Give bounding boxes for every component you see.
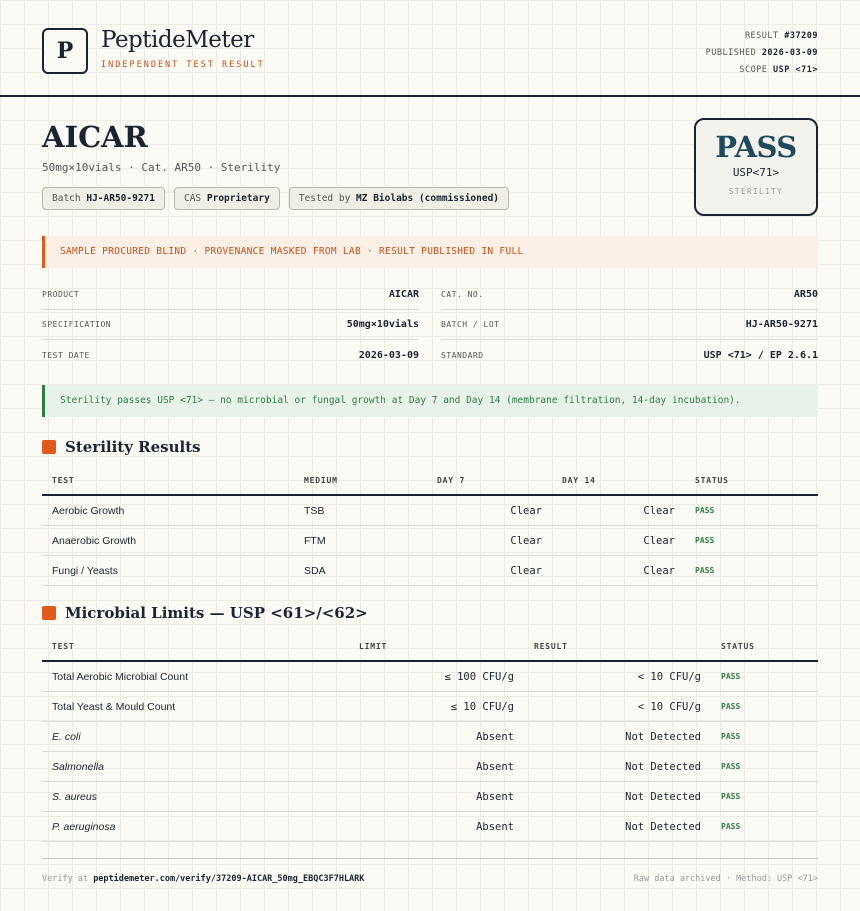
info-value: AR50 (793, 289, 818, 300)
info-label: SPECIFICATION (42, 320, 112, 329)
info-value: 50mg×10vials (346, 319, 419, 330)
status-badge: PASS (711, 661, 818, 692)
chip-value: HJ-AR50-9271 (86, 193, 155, 204)
product-title: AICAR (42, 120, 148, 154)
chip-label: Tested by (298, 193, 351, 204)
result: < 10 CFU/g (524, 661, 711, 692)
info-cell (441, 280, 818, 310)
product-subtitle: 50mg×10vials · Cat. AR50 · Sterility (42, 161, 281, 174)
tested-by-chip (289, 187, 509, 210)
column-header: LIMIT (349, 632, 524, 661)
test-name: Fungi / Yeasts (42, 556, 294, 586)
limit: ≤ 100 CFU/g (349, 661, 524, 692)
chip-label: CAS (183, 193, 202, 204)
status-badge: PASS (711, 752, 818, 782)
cas-chip (174, 187, 280, 210)
pass-badge (694, 118, 818, 216)
medium: FTM (294, 526, 427, 556)
blind-notice: SAMPLE PROCURED BLIND · PROVENANCE MASKED FROM LAB · RESULT PUBLISHED IN FULL (42, 236, 818, 268)
scope-value: USP <71> (773, 65, 818, 75)
test-name: Anaerobic Growth (42, 526, 294, 556)
info-label: PRODUCT (42, 290, 80, 299)
chip-value: MZ Biolabs (commissioned) (356, 193, 500, 204)
verdict-banner: Sterility passes USP <71> — no microbial or fungal growth at Day 7 and Day 14 (membrane filtration, 14-day incubation). (42, 385, 818, 417)
table-row (42, 752, 818, 782)
table-header-row (42, 632, 818, 661)
sterility-section-title (42, 438, 201, 456)
info-label: CAT. NO. (441, 290, 484, 299)
limit: Absent (349, 782, 524, 812)
column-header: MEDIUM (294, 466, 427, 495)
day14-result: Clear (552, 495, 685, 526)
info-row (42, 310, 818, 340)
scope-label: SCOPE (739, 65, 768, 75)
verify-line (42, 874, 364, 884)
status-badge: PASS (711, 692, 818, 722)
badge-result: PASS (715, 130, 797, 164)
info-cell (42, 280, 419, 310)
result-label: RESULT (744, 31, 779, 41)
table-row (42, 661, 818, 692)
sterility-table (42, 466, 818, 586)
day7-result: Clear (427, 495, 552, 526)
report-meta (706, 28, 818, 79)
table-row (42, 722, 818, 752)
published-label: PUBLISHED (705, 48, 757, 58)
day7-result: Clear (427, 526, 552, 556)
table-row (42, 495, 818, 526)
section-marker-icon (42, 440, 56, 454)
info-label: STANDARD (441, 350, 484, 360)
batch-chip (42, 187, 165, 210)
product-chips (42, 187, 509, 210)
result: Not Detected (524, 812, 711, 842)
info-label: BATCH / LOT (441, 320, 500, 329)
test-name: S. aureus (42, 782, 349, 812)
column-header: STATUS (711, 632, 818, 661)
table-row (42, 692, 818, 722)
logo-icon: P (42, 28, 88, 74)
info-value: USP <71> / EP 2.6.1 (703, 349, 818, 361)
medium: TSB (294, 495, 427, 526)
badge-scope: STERILITY (728, 187, 784, 196)
status-badge: PASS (685, 495, 818, 526)
test-name: Total Yeast & Mould Count (42, 692, 349, 722)
info-cell (42, 340, 419, 370)
info-value: 2026-03-09 (358, 349, 419, 361)
section-heading: Microbial Limits — USP <61>/<62> (65, 604, 368, 622)
limit: ≤ 10 CFU/g (349, 692, 524, 722)
test-name: Salmonella (42, 752, 349, 782)
section-marker-icon (42, 606, 56, 620)
result: Not Detected (524, 752, 711, 782)
archive-note: Raw data archived · Method: USP <71> (633, 874, 818, 884)
day14-result: Clear (552, 526, 685, 556)
info-label: TEST DATE (42, 350, 90, 360)
column-header: TEST (42, 466, 294, 495)
column-header: STATUS (685, 466, 818, 495)
limit: Absent (349, 722, 524, 752)
day7-result: Clear (427, 556, 552, 586)
info-value: AICAR (388, 289, 419, 300)
info-row (42, 340, 818, 370)
info-row (42, 280, 818, 310)
table-row (42, 556, 818, 586)
test-name: E. coli (42, 722, 349, 752)
column-header: RESULT (524, 632, 711, 661)
table-row (42, 526, 818, 556)
chip-value: Proprietary (206, 193, 270, 204)
day14-result: Clear (552, 556, 685, 586)
info-cell (42, 310, 419, 340)
info-cell (441, 340, 818, 370)
test-name: Aerobic Growth (42, 495, 294, 526)
verify-link[interactable]: peptidemeter.com/verify/37209-AICAR_50mg_EBQC3F7HLARK (93, 874, 365, 884)
section-heading: Sterility Results (65, 438, 201, 456)
result-number: #37209 (784, 31, 818, 41)
chip-label: Batch (52, 193, 81, 204)
info-cell (441, 310, 818, 340)
table-row (42, 782, 818, 812)
table-header-row (42, 466, 818, 495)
result: Not Detected (524, 722, 711, 752)
status-badge: PASS (711, 722, 818, 752)
status-badge: PASS (685, 526, 818, 556)
result: < 10 CFU/g (524, 692, 711, 722)
verify-label: Verify at (42, 874, 89, 884)
badge-standard: USP<71> (732, 166, 780, 179)
column-header: DAY 14 (552, 466, 685, 495)
result: Not Detected (524, 782, 711, 812)
medium: SDA (294, 556, 427, 586)
column-header: DAY 7 (427, 466, 552, 495)
table-row (42, 812, 818, 842)
limit: Absent (349, 812, 524, 842)
published-date: 2026-03-09 (761, 48, 818, 58)
limit: Absent (349, 752, 524, 782)
report-header (0, 0, 860, 97)
microbial-table (42, 632, 818, 842)
microbial-section-title (42, 604, 368, 622)
brand-subtitle: INDEPENDENT TEST RESULT (101, 60, 265, 70)
test-name: P. aeruginosa (42, 812, 349, 842)
status-badge: PASS (711, 812, 818, 842)
report-footer (42, 858, 818, 884)
test-name: Total Aerobic Microbial Count (42, 661, 349, 692)
brand-name: PeptideMeter (101, 27, 254, 53)
info-value: HJ-AR50-9271 (745, 319, 818, 330)
status-badge: PASS (711, 782, 818, 812)
info-grid (42, 280, 818, 370)
column-header: TEST (42, 632, 349, 661)
status-badge: PASS (685, 556, 818, 586)
